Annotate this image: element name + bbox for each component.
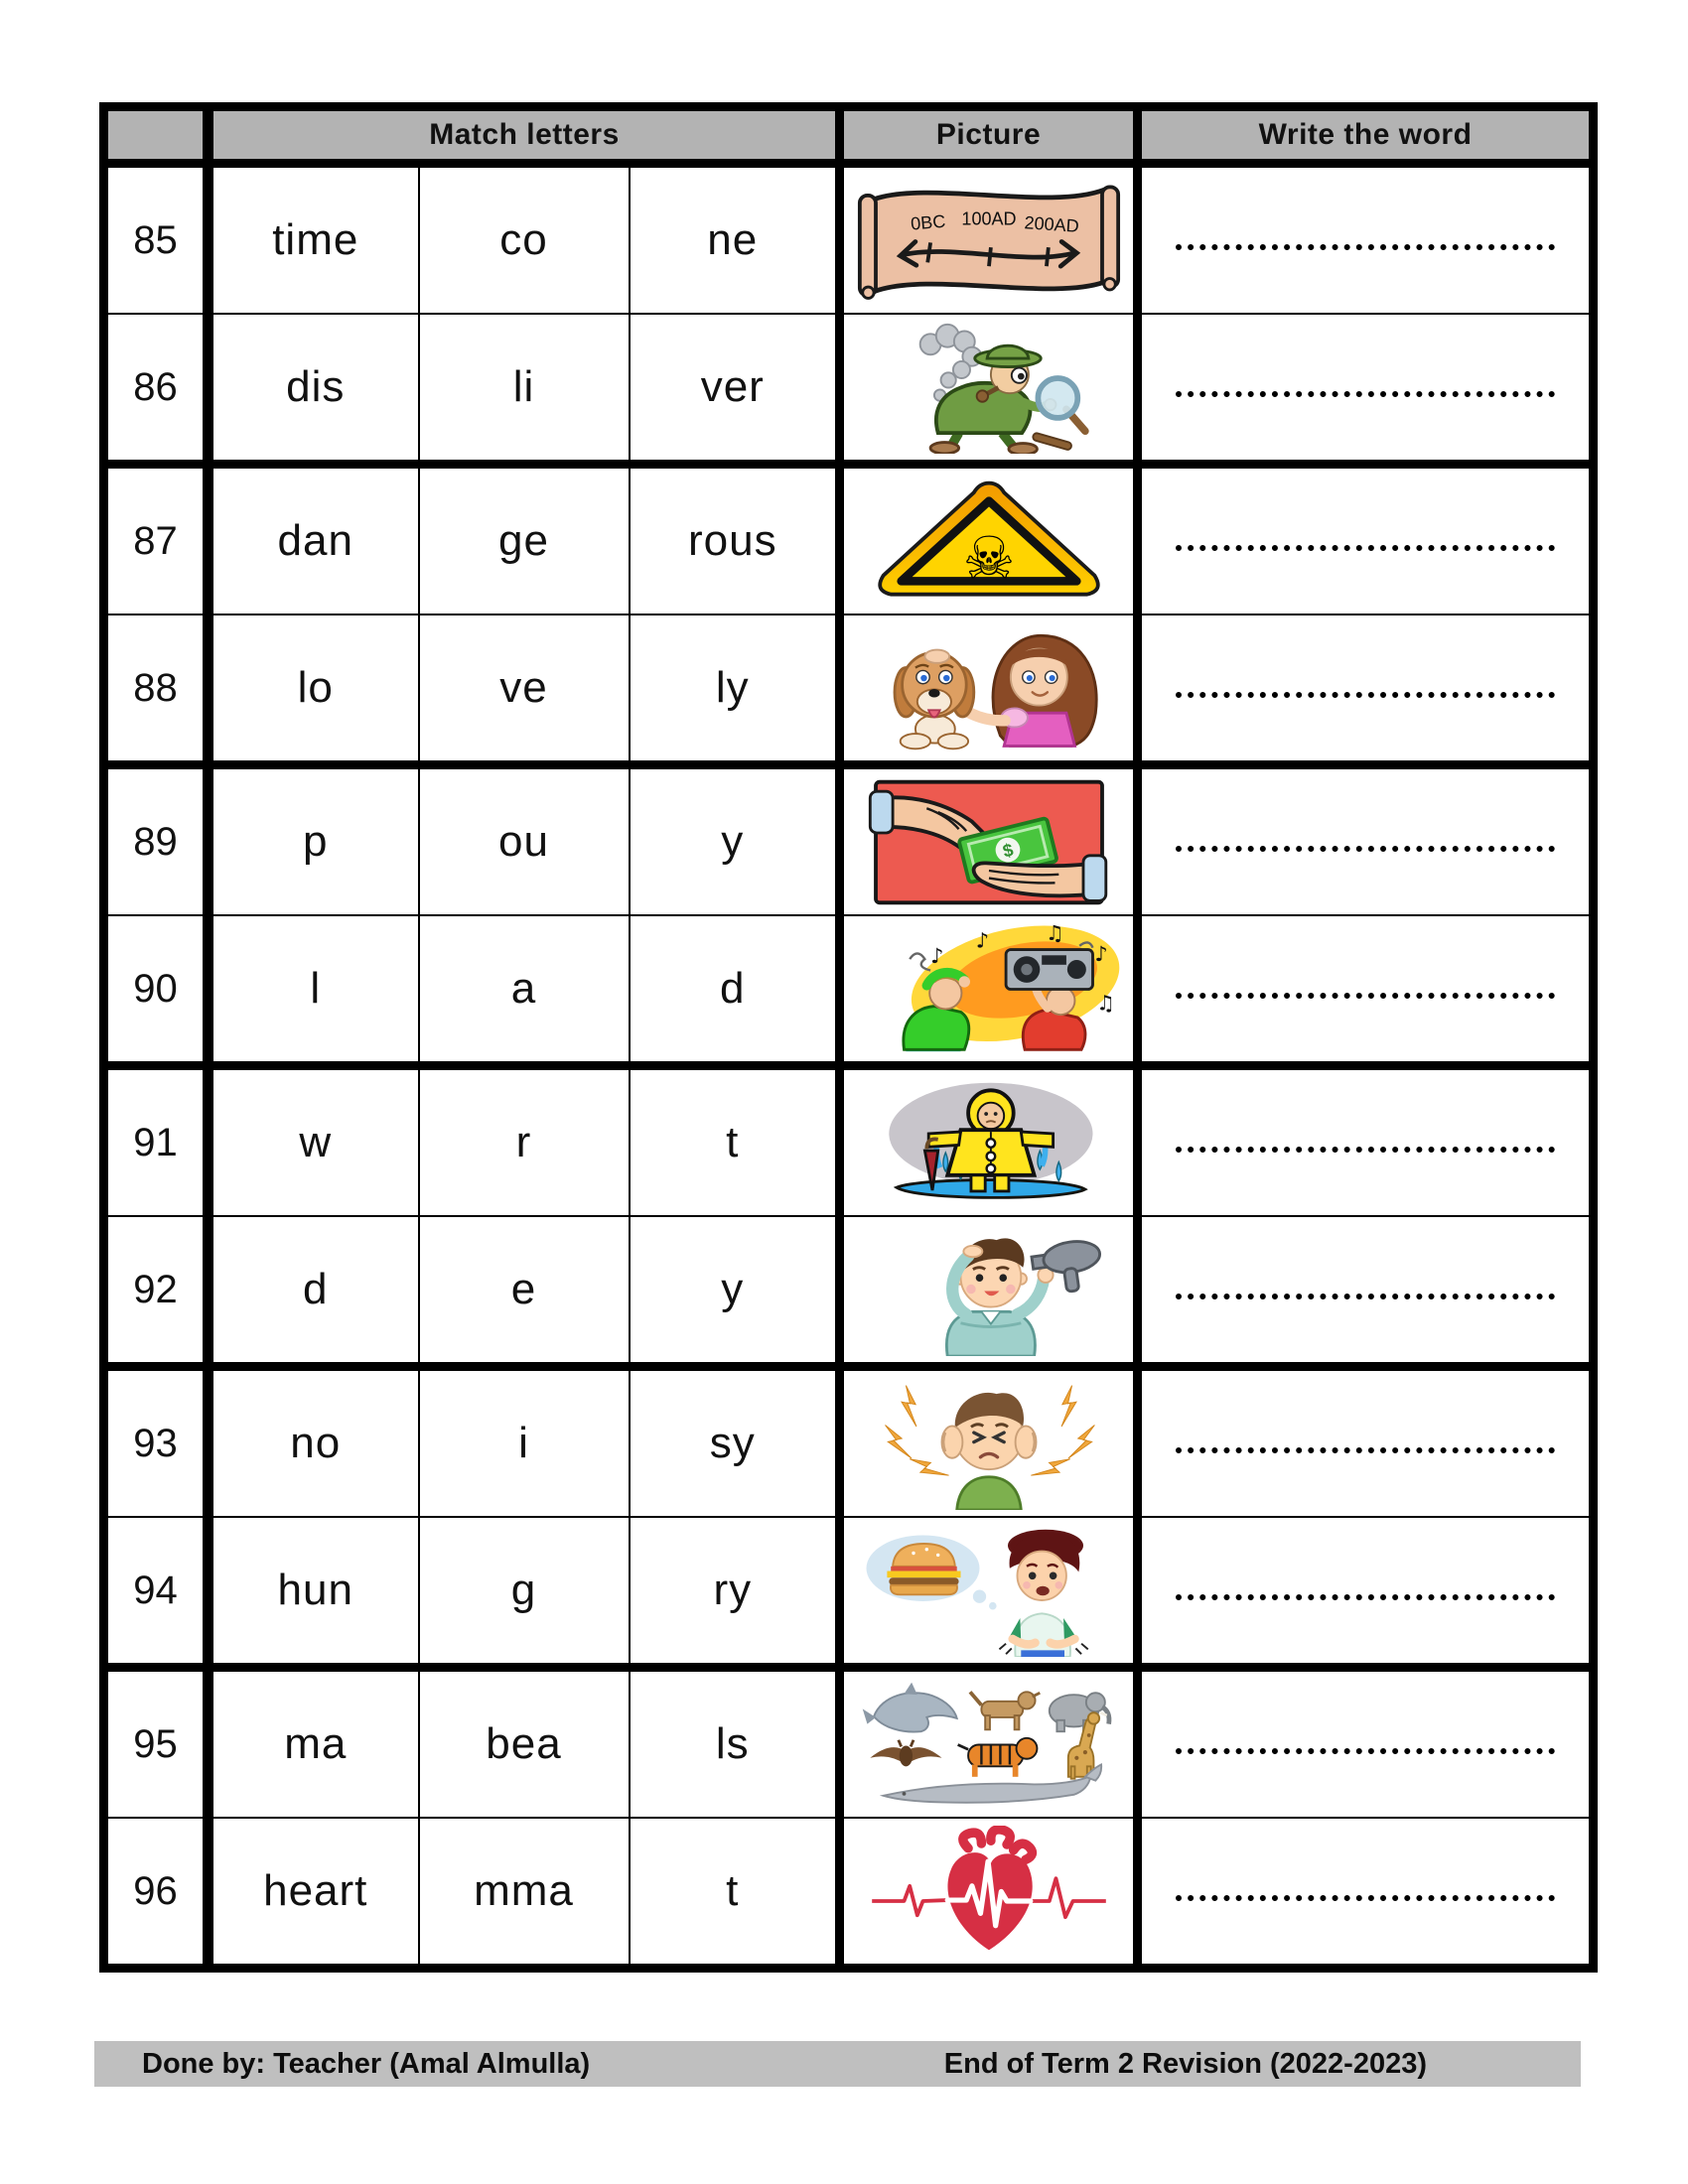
row-number: 91 (104, 1066, 209, 1217)
footer-bar (94, 2041, 1581, 2087)
table-row (104, 314, 1594, 465)
answer-line (1176, 1748, 1555, 1754)
answer-area (1138, 614, 1594, 765)
answer-area (1138, 314, 1594, 465)
svg-text:♫: ♫ (1095, 990, 1115, 1015)
timeline-label: 100AD (960, 207, 1017, 228)
row-number: 88 (104, 614, 209, 765)
answer-line (1176, 1447, 1555, 1453)
match-letter-cell: dis (209, 314, 419, 465)
detective-search-image (847, 322, 1131, 454)
match-letter-cell: co (419, 164, 630, 315)
header-picture: Picture (840, 107, 1138, 164)
match-letter-cell: t (630, 1066, 840, 1217)
svg-text:♪: ♪ (975, 928, 989, 953)
match-letter-cell: a (419, 915, 630, 1066)
match-letter-cell: i (419, 1367, 630, 1518)
match-letter-cell: l (209, 915, 419, 1066)
boy-drying-hair-image (847, 1224, 1131, 1356)
picture-cell (840, 1216, 1138, 1367)
worksheet-rows (104, 164, 1594, 1969)
row-number: 87 (104, 465, 209, 615)
match-letter-cell: ou (419, 765, 630, 916)
match-letter-cell: ver (630, 314, 840, 465)
answer-area (1138, 164, 1594, 315)
answer-area (1138, 1367, 1594, 1518)
answer-area (1138, 1517, 1594, 1668)
row-number: 93 (104, 1367, 209, 1518)
match-letter-cell: ge (419, 465, 630, 615)
match-letter-cell: heart (209, 1818, 419, 1969)
match-letters-table (99, 102, 1598, 1973)
wet-raincoat-image (847, 1077, 1131, 1209)
timeline-label: 0BC (909, 210, 946, 234)
match-letter-cell: ve (419, 614, 630, 765)
match-letter-cell: ma (209, 1668, 419, 1819)
bat-icon (870, 1739, 941, 1766)
dolphin-icon (862, 1682, 956, 1731)
danger-sign-image (847, 476, 1131, 608)
table-row (104, 465, 1594, 615)
table-row (104, 1066, 1594, 1217)
match-letter-cell: bea (419, 1668, 630, 1819)
match-letter-cell: ly (630, 614, 840, 765)
skull-crossbones-icon: ☠ (962, 523, 1015, 593)
answer-line (1176, 692, 1555, 698)
row-number: 95 (104, 1668, 209, 1819)
svg-text:♪: ♪ (1093, 941, 1108, 966)
answer-area (1138, 1668, 1594, 1819)
table-row (104, 164, 1594, 315)
elephant-icon (1049, 1693, 1108, 1731)
answer-line (1176, 391, 1555, 397)
row-number: 96 (104, 1818, 209, 1969)
table-row (104, 765, 1594, 916)
footer-title: End of Term 2 Revision (2022-2023) (943, 2047, 1427, 2080)
picture-cell (840, 465, 1138, 615)
row-number: 85 (104, 164, 209, 315)
match-letter-cell: p (209, 765, 419, 916)
picture-cell (840, 1668, 1138, 1819)
timeline-label: 200AD (1023, 211, 1079, 236)
match-letter-cell: d (630, 915, 840, 1066)
match-letter-cell: w (209, 1066, 419, 1217)
loud-boombox-image (847, 923, 1131, 1055)
girl-and-dog-image (847, 622, 1131, 754)
match-letter-cell: g (419, 1517, 630, 1668)
match-letter-cell: y (630, 1216, 840, 1367)
row-number: 90 (104, 915, 209, 1066)
answer-area (1138, 1066, 1594, 1217)
picture-cell (840, 1066, 1138, 1217)
picture-cell (840, 614, 1138, 765)
answer-line (1176, 1147, 1555, 1153)
table-row (104, 915, 1594, 1066)
match-letter-cell: d (209, 1216, 419, 1367)
match-letter-cell: li (419, 314, 630, 465)
answer-line (1176, 1294, 1555, 1299)
match-letter-cell: sy (630, 1367, 840, 1518)
mammals-group-image (847, 1679, 1131, 1811)
answer-line (1176, 244, 1555, 250)
match-letter-cell: no (209, 1367, 419, 1518)
answer-area (1138, 1216, 1594, 1367)
noisy-boy-image (847, 1378, 1131, 1510)
row-number: 89 (104, 765, 209, 916)
match-letter-cell: t (630, 1818, 840, 1969)
match-letter-cell: ry (630, 1517, 840, 1668)
answer-area (1138, 1818, 1594, 1969)
match-letter-cell: rous (630, 465, 840, 615)
header-row (104, 107, 1594, 164)
dog-icon (970, 1692, 1040, 1729)
picture-cell (840, 915, 1138, 1066)
picture-cell (840, 164, 1138, 315)
row-number: 86 (104, 314, 209, 465)
header-write-the-word: Write the word (1138, 107, 1594, 164)
table-row (104, 1818, 1594, 1969)
match-letter-cell: time (209, 164, 419, 315)
svg-text:$: $ (1000, 839, 1015, 862)
picture-cell (840, 314, 1138, 465)
heartbeat-heart-image (847, 1826, 1131, 1958)
table-row (104, 1668, 1594, 1819)
answer-line (1176, 846, 1555, 852)
picture-cell (840, 1517, 1138, 1668)
match-letter-cell: e (419, 1216, 630, 1367)
match-letter-cell: y (630, 765, 840, 916)
tiger-icon (957, 1737, 1037, 1776)
match-letter-cell: mma (419, 1818, 630, 1969)
timeline-scroll-image (847, 175, 1131, 307)
picture-cell (840, 765, 1138, 916)
hand-paying-money-image (847, 776, 1131, 908)
table-row (104, 1367, 1594, 1518)
header-match-letters: Match letters (209, 107, 840, 164)
match-letter-cell: ls (630, 1668, 840, 1819)
answer-line (1176, 1594, 1555, 1600)
answer-line (1176, 1895, 1555, 1901)
picture-cell (840, 1818, 1138, 1969)
match-letter-cell: lo (209, 614, 419, 765)
table-row (104, 1517, 1594, 1668)
svg-text:♫: ♫ (1045, 922, 1064, 945)
match-letter-cell: dan (209, 465, 419, 615)
answer-line (1176, 993, 1555, 999)
match-letter-cell: ne (630, 164, 840, 315)
picture-cell (840, 1367, 1138, 1518)
answer-line (1176, 545, 1555, 551)
header-number-cell (104, 107, 209, 164)
match-letter-cell: r (419, 1066, 630, 1217)
row-number: 92 (104, 1216, 209, 1367)
answer-area (1138, 465, 1594, 615)
match-letter-cell: hun (209, 1517, 419, 1668)
answer-area (1138, 765, 1594, 916)
hungry-boy-image (847, 1525, 1131, 1657)
answer-area (1138, 915, 1594, 1066)
burger-icon (887, 1544, 960, 1594)
table-row (104, 1216, 1594, 1367)
footer-author: Done by: Teacher (Amal Almulla) (142, 2047, 591, 2080)
table-row (104, 614, 1594, 765)
row-number: 94 (104, 1517, 209, 1668)
svg-text:♪: ♪ (929, 943, 943, 968)
